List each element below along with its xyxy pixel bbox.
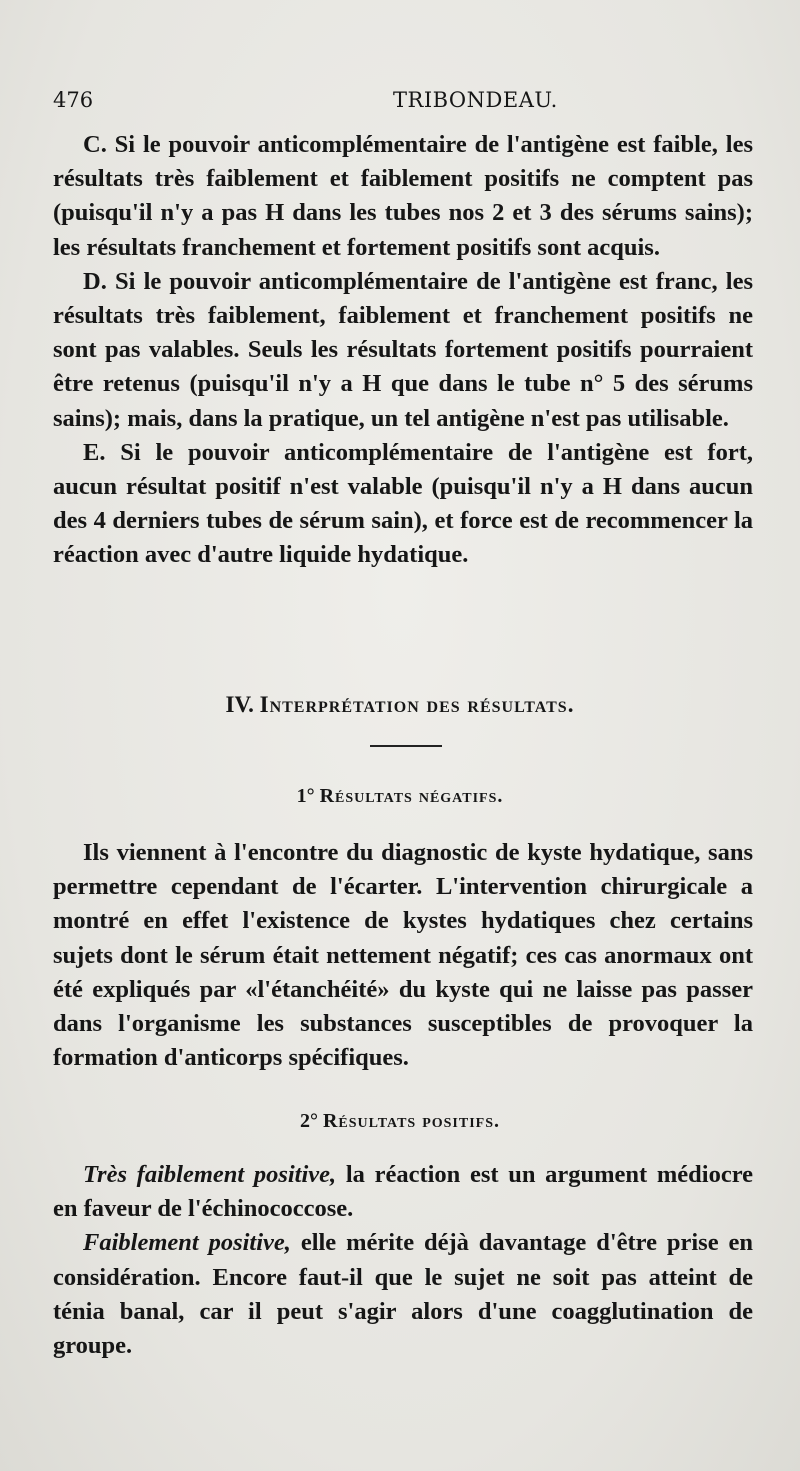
paragraph-e: E. Si le pouvoir anticomplémentaire de l'antigène est fort, aucun résultat positif n'est valable (puisqu'il n'y a H dans aucun des 4 derniers tubes de sérum sain), et force est de recommencer la réaction avec d'autre liquide hydatique. xyxy=(53,438,753,569)
subheading-number: 2° xyxy=(299,1110,318,1132)
paragraph-c: C. Si le pouvoir anticomplémentaire de l'antigène est faible, les résultats très faiblement et faiblement positifs ne comptent pas (puisqu'il n'y a pas H dans les tubes nos 2 et 3 des sérums sains); les résultats franchement et fortement positifs sont acquis. xyxy=(53,131,753,261)
running-head: TRIBONDEAU. xyxy=(393,88,558,112)
paragraph-rest: elle mérite déjà davantage d'être prise en considération. Encore faut-il que le sujet ne soit pas atteint de ténia banal, car il peut s'agir alors d'une coagglutination de groupe. xyxy=(53,1229,753,1360)
subheading-title: Résultats positifs. xyxy=(322,1110,501,1132)
negative-block xyxy=(53,836,753,1075)
lead-italic: Faiblement positive, xyxy=(83,1229,291,1257)
section-number: IV. xyxy=(225,692,254,717)
lead-italic: Très faiblement positive, xyxy=(83,1161,337,1188)
heading-rule xyxy=(370,745,442,747)
subheading-title: Résultats négatifs. xyxy=(319,785,504,807)
section-heading-iv xyxy=(0,692,800,718)
page-header xyxy=(53,88,753,118)
paragraph-rest: la réaction est un argument médiocre en faveur de l'échinococcose. xyxy=(53,1161,753,1223)
subheading-number: 1° xyxy=(296,785,315,807)
paragraph-faiblement xyxy=(53,1226,753,1363)
page-number: 476 xyxy=(53,88,94,112)
paragraph-d: D. Si le pouvoir anticomplémentaire de l'antigène est franc, les résultats très faiblement, faiblement et franchement positifs ne sont pas valables. Seuls les résultats fortement positifs pourraient être retenus (puisqu'il n'y a H que dans le tube n° 5 des sérums sains); mais, dans la pratique, un tel antigène n'est pas utilisable. xyxy=(53,267,753,432)
subheading-positive xyxy=(0,1110,800,1133)
subheading-negative xyxy=(0,785,800,808)
paragraph-negative: Ils viennent à l'encontre du diagnostic de kyste hydatique, sans permettre cependant de l'écarter. L'intervention chirurgicale a montré en effet l'existence de kystes hydatiques chez certains sujets dont le sérum était nettement négatif; ces cas anormaux ont été expliqués par «l'étanchéité» du kyste qui ne laisse pas passer dans l'organisme les substances susceptibles de provoquer la formation d'anticorps spécifiques. xyxy=(53,839,753,1072)
positive-block xyxy=(53,1158,753,1363)
conditions-block xyxy=(53,128,753,573)
paragraph-tres-faiblement xyxy=(53,1158,753,1226)
section-title: Interprétation des résultats. xyxy=(259,692,575,717)
